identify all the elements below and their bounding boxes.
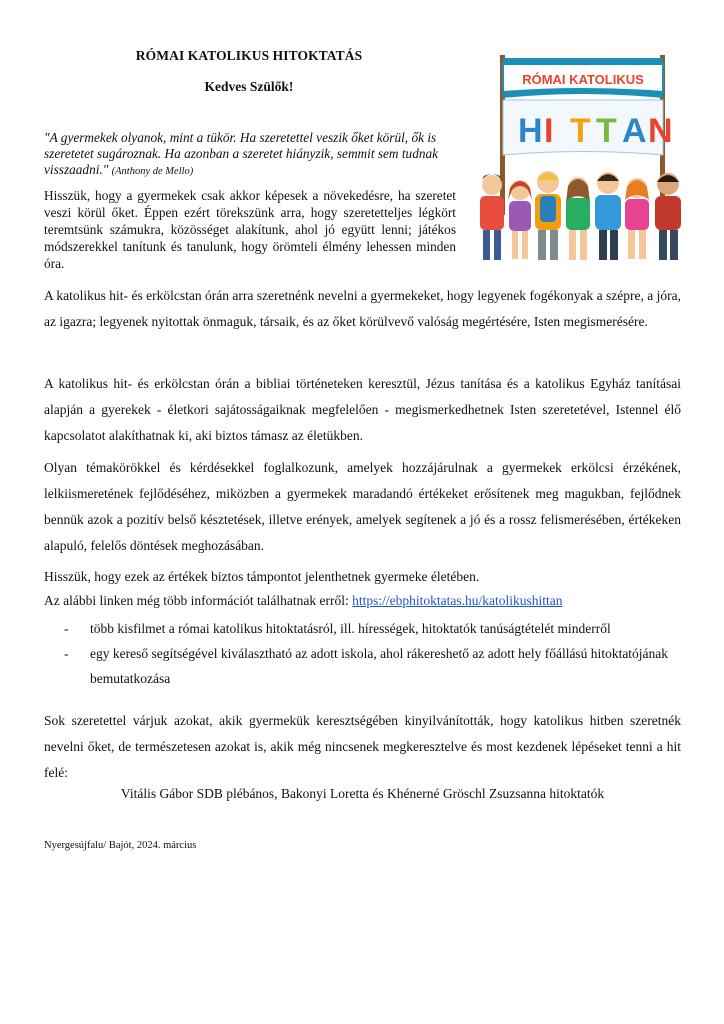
child-figure (508, 180, 532, 259)
paragraph-link (44, 591, 681, 611)
child-figure (535, 171, 561, 260)
quote-block (44, 130, 456, 180)
hittan-letter: T (596, 112, 617, 150)
quote-author: (Anthony de Mello) (111, 166, 194, 177)
list-item (44, 641, 681, 691)
hittan-letter: N (648, 112, 673, 150)
place-date: Nyergesújfalu/ Bajót, 2024. március (44, 840, 197, 851)
hittan-letters (518, 112, 673, 150)
bullet-dash: - (64, 621, 69, 636)
child-figure (595, 172, 621, 260)
bullet-text: egy kereső segítségével kiválasztható az adott iskola, ahol rákereshető az adott hely főállású hitoktatójának bemutatkozása (90, 646, 669, 686)
paragraph-topics: Olyan témakörökkel és kérdésekkel foglalkozunk, amelyek hozzájárulnak a gyermekek erkölcsi érzékének, lelkiismeretének fejlődéséhez, miközben a gyermekek maradandó értékeket erősítenek meg magukban, fejlődnek bennük azok a pozitív belső késztetések, illetve erények, amelyek segítenek a jó és a rossz felismerésében, értékeken alapuló, felelős döntések meghozásában. (44, 460, 681, 553)
paragraph-values: A katolikus hit- és erkölcstan órán arra szeretnénk nevelni a gyermekeket, hogy legyenek fogékonyak a szépre, a jóra, az igazra; legyenek nyitottak önmaguk, társaik, és az őket körülvevő valóság megértésére, Isten megismerésére. (44, 288, 681, 329)
child-figure (655, 173, 681, 260)
banner-text: RÓMAI KATOLIKUS (522, 72, 644, 87)
hittan-letter: I (544, 112, 554, 150)
child-figure (566, 177, 590, 260)
list-item (44, 616, 681, 641)
signature: Vitális Gábor SDB plébános, Bakonyi Loretta és Khénerné Gröschl Zsuzsanna hitoktatók (120, 786, 605, 801)
paragraph-belief: Hisszük, hogy ezek az értékek biztos támpontot jelenthetnek gyermeke életében. (44, 569, 480, 584)
child-figure (625, 178, 649, 259)
bullet-dash: - (64, 646, 69, 661)
info-link[interactable]: https://ebphitoktatas.hu/katolikushittan (352, 593, 563, 608)
hittan-letter: A (622, 112, 647, 150)
greeting: Kedves Szülők! (204, 79, 294, 94)
hittan-letter: T (570, 112, 591, 150)
hittan-illustration (470, 50, 690, 270)
paragraph-bible: A katolikus hit- és erkölcstan órán a bibliai történeteken keresztül, Jézus tanítása és a katolikus Egyház tanításai alapján a gyerekek - életkori sajátosságaiknak megfelelően - megismerkedhetnek Isten szeretetével, Istennel élő kapcsolatot alakíthatnak ki, aki biztos támasz az életükben. (44, 376, 681, 443)
link-intro-text: Az alábbi linken még több információt találhatnak erről: (44, 593, 353, 608)
intro-paragraph: Hisszük, hogy a gyermekek csak akkor képesek a növekedésre, ha szeretet veszi körül őket. Éppen ezért törekszünk arra, hogy szeretetteljes légkört teremtsünk számukra, közösséget alakítunk, ahol jó együtt lenni; játékos módszerekkel tanítunk és tanulunk, hogy örömteli élmény lehessen minden óra. (44, 188, 456, 271)
hittan-letter: H (518, 112, 543, 150)
bullet-text: több kisfilmet a római katolikus hitoktatásról, ill. hírességek, hitoktatók tanúságtételét minderről (90, 621, 611, 636)
quote-text: "A gyermekek olyanok, mint a tükör. Ha szeretettel veszik őket körül, ők is szeretetet sugároznak. Ha azonban a szeretet hiányzik, semmit sem tudnak visszaadni." (44, 130, 439, 177)
children-group (480, 171, 681, 260)
paragraph-invitation: Sok szeretettel várjuk azokat, akik gyermekük keresztségében kinyilvánították, hogy katolikus hitben szeretnék nevelni őket, de természetesen azokat is, akik még nincsenek megkeresztelve és most kezdenek lépéseket tenni a hit felé: (44, 713, 681, 780)
bullet-list (44, 616, 681, 691)
document-title: RÓMAI KATOLIKUS HITOKTATÁS (135, 48, 363, 63)
child-figure (480, 174, 504, 260)
